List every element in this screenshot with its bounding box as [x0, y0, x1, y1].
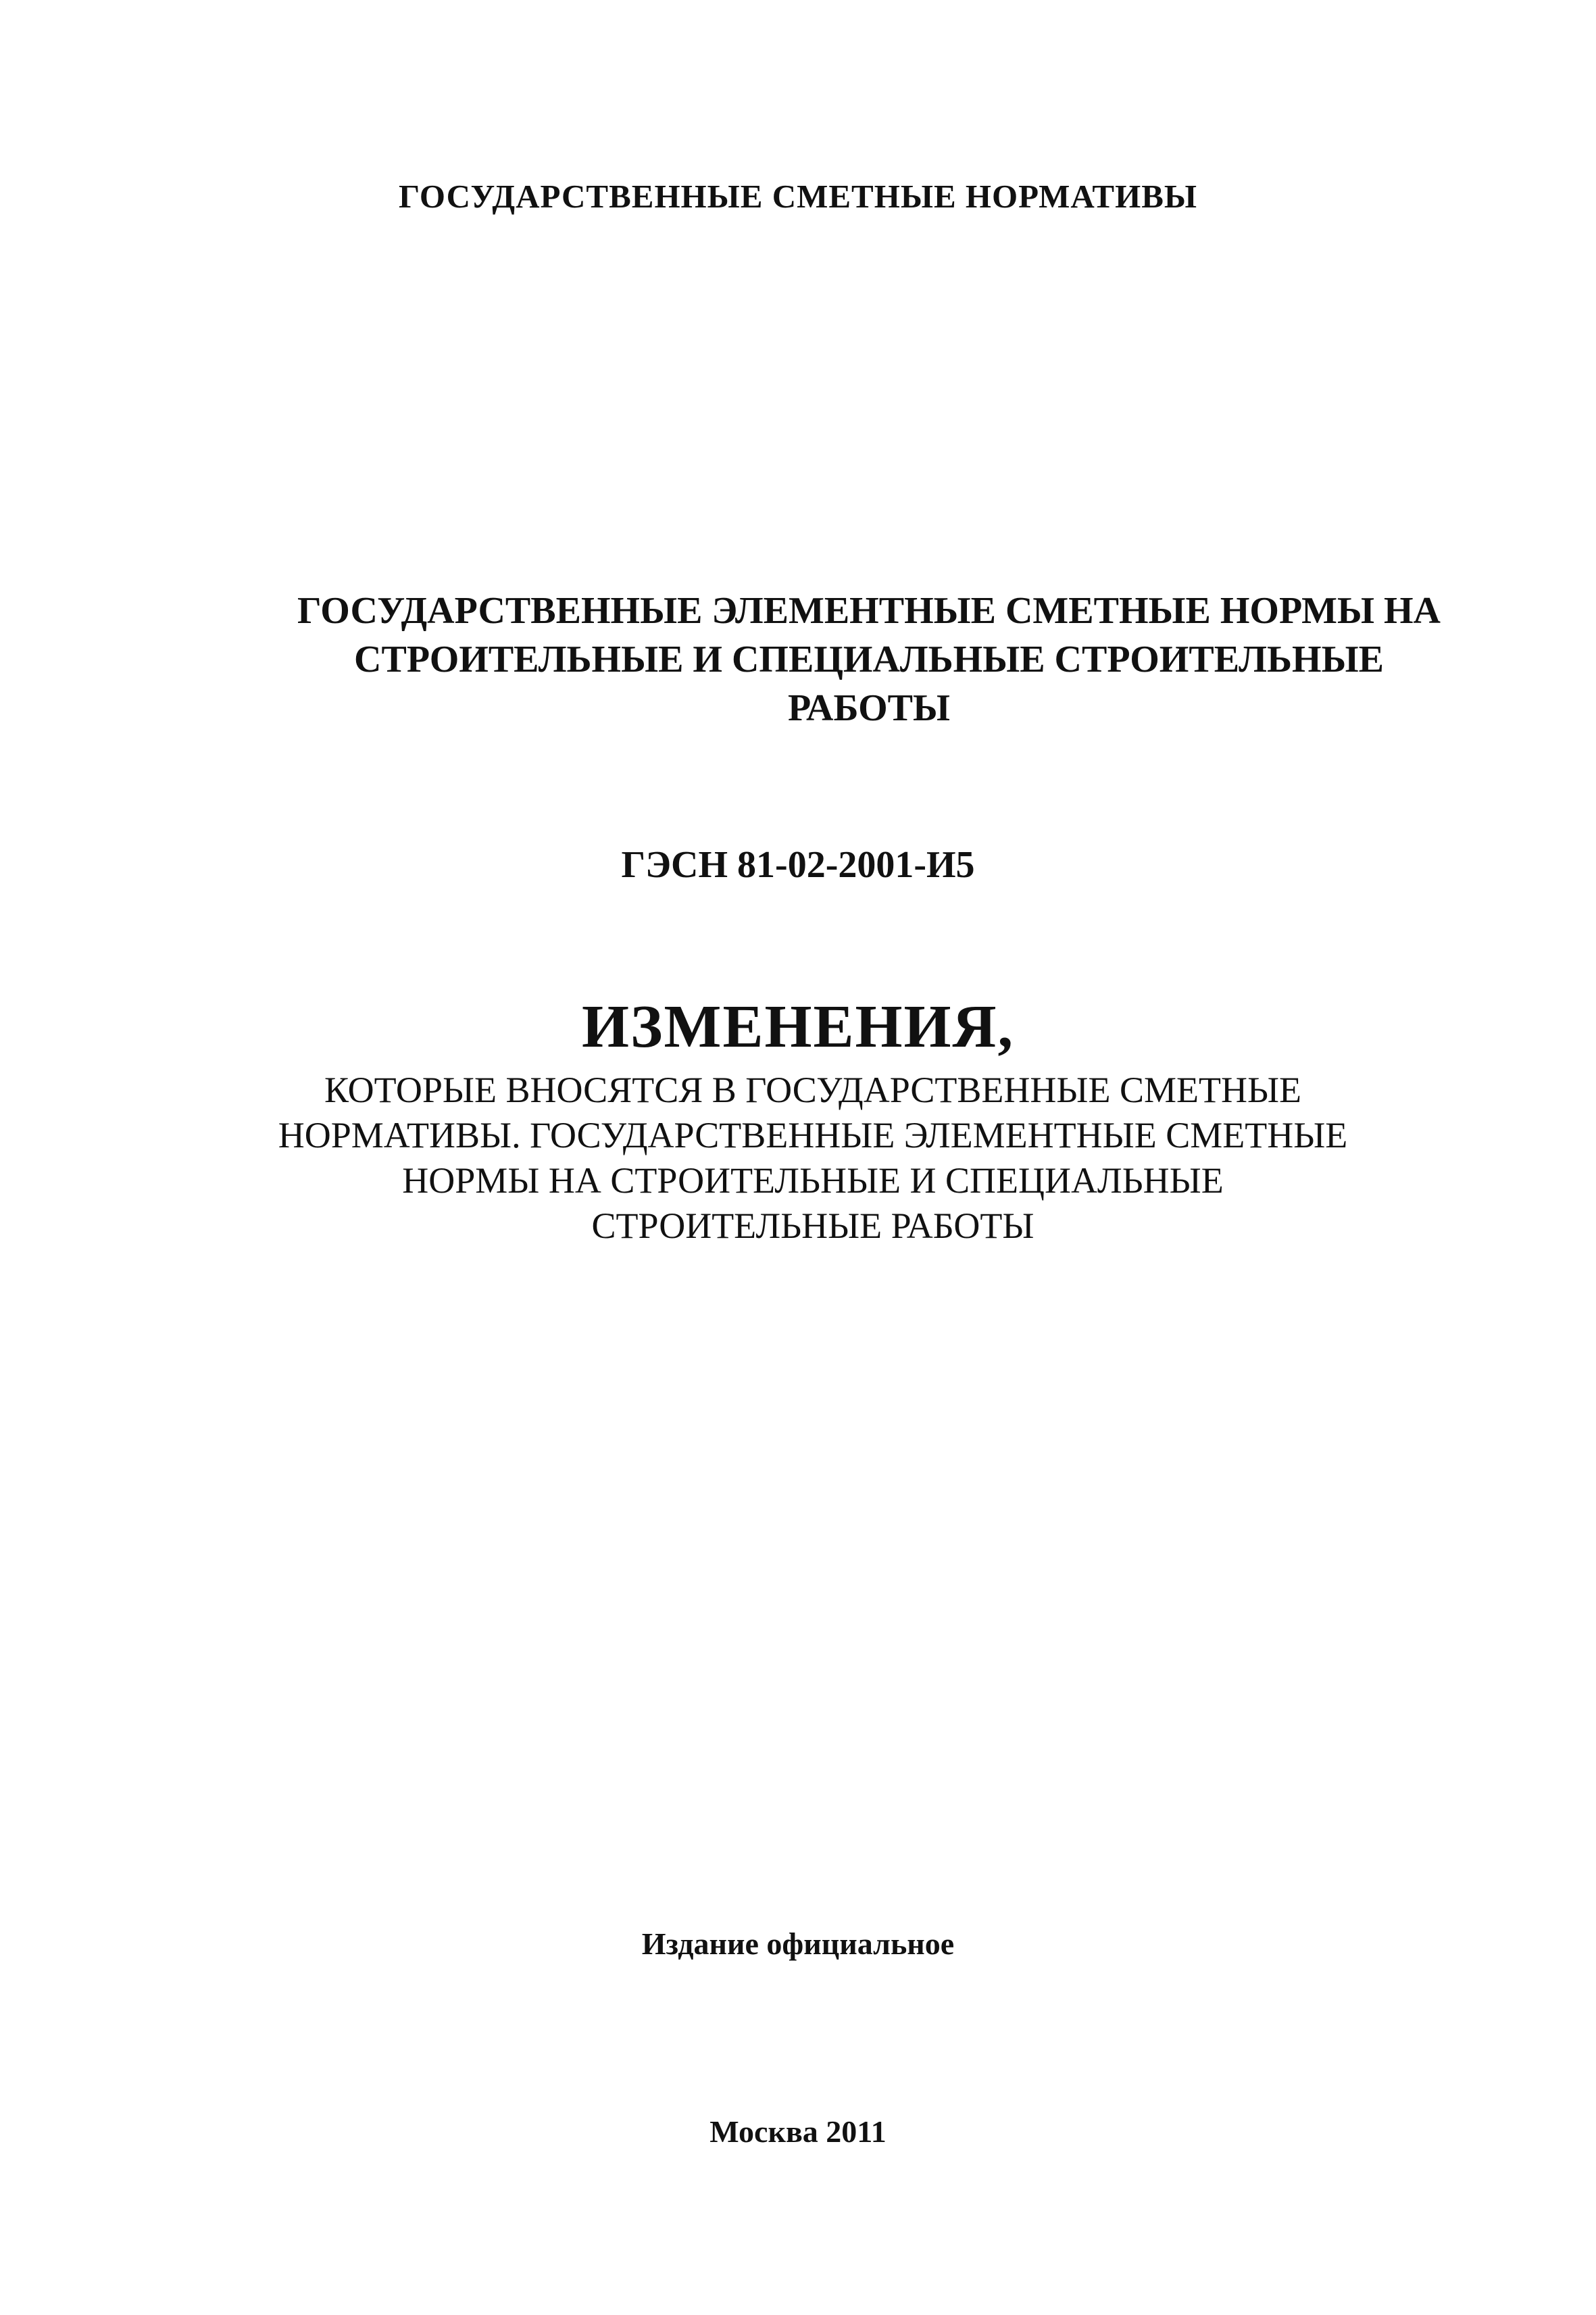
edition-note — [0, 1926, 1596, 1962]
series-title-text: ГОСУДАРСТВЕННЫЕ СМЕТНЫЕ НОРМАТИВЫ — [398, 178, 1198, 215]
changes-description — [15, 1068, 1596, 1249]
series-title — [0, 177, 1596, 216]
changes-heading — [0, 992, 1596, 1062]
main-title-line: СТРОИТЕЛЬНЫЕ И СПЕЦИАЛЬНЫЕ СТРОИТЕЛЬНЫЕ — [354, 639, 1384, 680]
main-title-line: ГОСУДАРСТВЕННЫЕ ЭЛЕМЕНТНЫЕ СМЕТНЫЕ НОРМЫ НА — [297, 590, 1441, 632]
changes-line: НОРМЫ НА СТРОИТЕЛЬНЫЕ И СПЕЦИАЛЬНЫЕ — [402, 1160, 1224, 1201]
document-code-text: ГЭСН 81-02-2001-И5 — [621, 844, 975, 886]
edition-text: Издание официальное — [641, 1926, 955, 1961]
place-year — [0, 2114, 1596, 2149]
main-title-line: РАБОТЫ — [787, 687, 951, 729]
document-code — [0, 843, 1596, 887]
changes-line: КОТОРЫЕ ВНОСЯТСЯ В ГОСУДАРСТВЕННЫЕ СМЕТНЫЕ — [324, 1070, 1302, 1110]
changes-line: СТРОИТЕЛЬНЫЕ РАБОТЫ — [591, 1205, 1034, 1246]
place-year-text: Москва 2011 — [709, 2114, 887, 2149]
main-title — [71, 587, 1596, 732]
changes-heading-text: ИЗМЕНЕНИЯ, — [581, 993, 1015, 1060]
changes-line: НОРМАТИВЫ. ГОСУДАРСТВЕННЫЕ ЭЛЕМЕНТНЫЕ СМЕТНЫЕ — [278, 1115, 1348, 1155]
